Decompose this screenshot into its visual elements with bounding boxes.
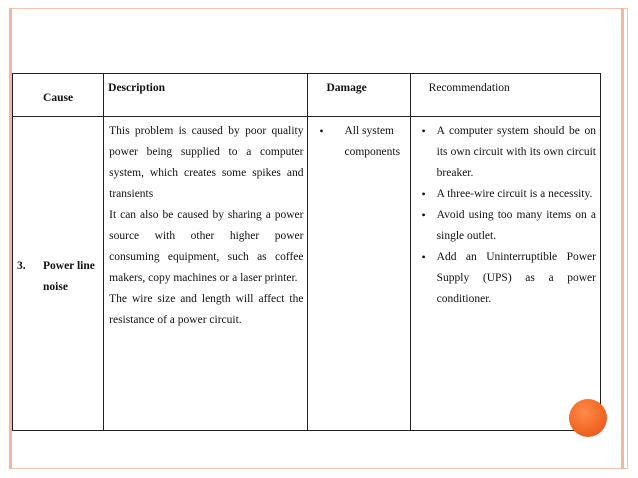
recommendation-item: Add an Uninterruptible Power Supply (UPS) as a power conditioner. <box>436 251 596 305</box>
list-item <box>308 121 405 163</box>
description-paragraph: This problem is caused by poor quality power being supplied to a computer system, which creates some spikes and transients <box>109 125 304 200</box>
table-row <box>13 117 601 431</box>
recommendation-cell <box>410 117 600 431</box>
header-description: Description <box>104 74 308 117</box>
recommendation-item: Avoid using too many items on a single outlet. <box>436 209 596 242</box>
description-cell <box>104 117 308 431</box>
list-item <box>411 247 596 310</box>
cause-label-line1: Power line <box>43 259 95 272</box>
cause-label-line2: noise <box>43 280 68 293</box>
table-header-row <box>13 74 601 117</box>
header-damage: Damage <box>308 74 410 117</box>
list-item <box>411 205 596 247</box>
description-paragraph: It can also be caused by sharing a power source with other higher power consuming equipment, such as coffee makers, copy machines or a laser printer. <box>109 209 304 284</box>
bullet-icon: • <box>421 208 426 222</box>
header-cause: Cause <box>13 74 104 117</box>
bullet-icon: • <box>421 187 426 201</box>
power-problem-table <box>12 73 601 431</box>
description-paragraph: The wire size and length will affect the resistance of a power circuit. <box>109 293 304 326</box>
slide-frame-right-rule <box>621 8 624 469</box>
list-item <box>411 184 596 205</box>
recommendation-item: A computer system should be on its own circuit with its own circuit breaker. <box>436 125 596 179</box>
bullet-icon: • <box>319 124 324 138</box>
bullet-icon: • <box>421 250 426 264</box>
damage-item: All system components <box>344 125 401 158</box>
cause-cell <box>13 117 104 431</box>
damage-cell <box>308 117 410 431</box>
cause-number: 3. <box>17 259 26 272</box>
bullet-icon: • <box>421 124 426 138</box>
list-item <box>411 121 596 184</box>
decorative-circle <box>569 399 607 437</box>
recommendation-item: A three-wire circuit is a necessity. <box>436 188 593 200</box>
header-recommendation: Recommendation <box>410 74 600 117</box>
